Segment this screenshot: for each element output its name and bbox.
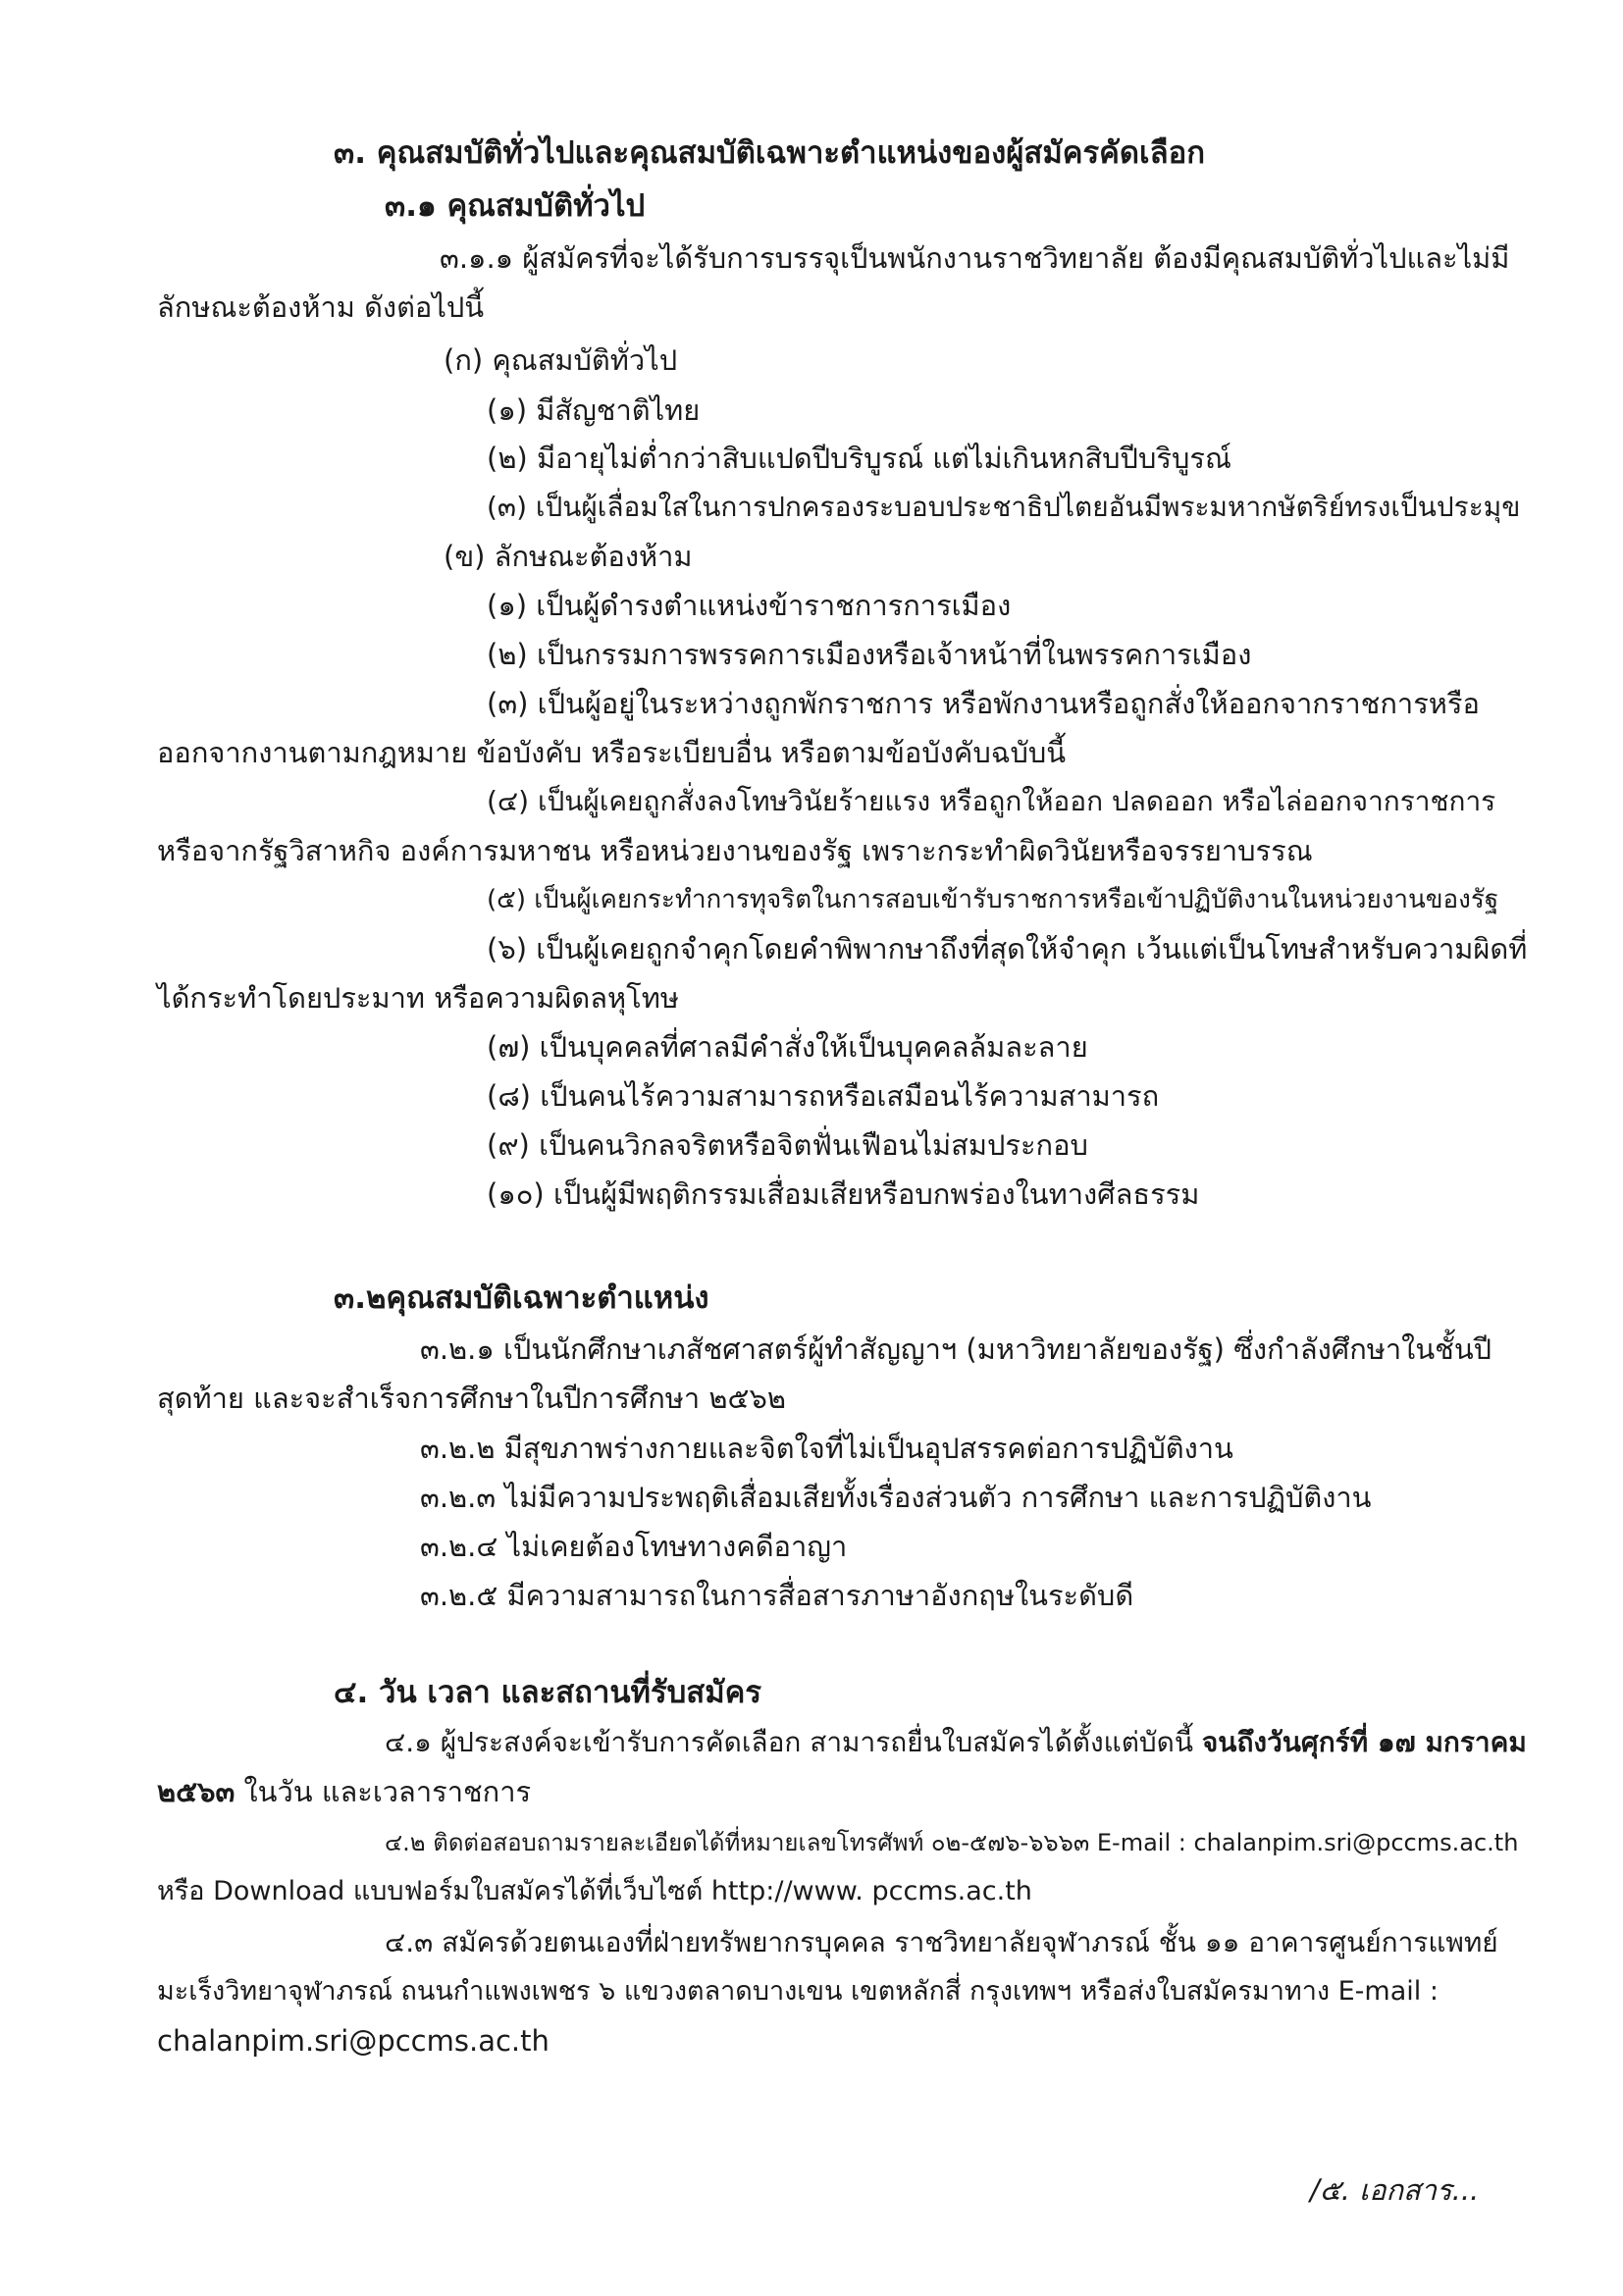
section-4-1-line1 — [385, 1723, 1527, 1762]
prohibited-item-6-line2: ได้กระทำโดยประมาท หรือความผิดลหุโทษ — [157, 981, 679, 1015]
prohibited-item-2: (๒) เป็นกรรมการพรรคการเมืองหรือเจ้าหน้าที่ในพรรคการเมือง — [487, 638, 1252, 671]
section-4-heading: ๔. วัน เวลา และสถานที่รับสมัคร — [334, 1675, 762, 1710]
prohibited-item-8: (๘) เป็นคนไร้ความสามารถหรือเสมือนไร้ความสามารถ — [487, 1079, 1160, 1113]
section-4-1-deadline: จนถึงวันศุกร์ที่ ๑๗ มกราคม — [1201, 1726, 1527, 1758]
section-3-2-1-line2: สุดท้าย และจะสำเร็จการศึกษาในปีการศึกษา ๒๕๖๒ — [157, 1382, 786, 1415]
section-4-1-office-hours: ในวัน และเวลาราชการ — [235, 1775, 532, 1808]
prohibited-item-5: (๕) เป็นผู้เคยกระทำการทุจริตในการสอบเข้ารับราชการหรือเข้าปฏิบัติงานในหน่วยงานของรัฐ — [487, 885, 1499, 914]
prohibited-item-6-line1: (๖) เป็นผู้เคยถูกจำคุกโดยคำพิพากษาถึงที่สุดให้จำคุก เว้นแต่เป็นโทษสำหรับความผิดที่ — [487, 932, 1528, 965]
section-3-1-heading: ๓.๑ คุณสมบัติทั่วไป — [385, 188, 646, 224]
prohibited-item-1: (๑) เป็นผู้ดำรงตำแหน่งข้าราชการการเมือง — [487, 589, 1012, 622]
section-3-2-5: ๓.๒.๕ มีความสามารถในการสื่อสารภาษาอังกฤษในระดับดี — [420, 1579, 1134, 1612]
prohibited-item-3-line2: ออกจากงานตามกฎหมาย ข้อบังคับ หรือระเบียบอื่น หรือตามข้อบังคับฉบับนี้ — [157, 736, 1067, 769]
prohibited-item-4-line1: (๔) เป็นผู้เคยถูกสั่งลงโทษวินัยร้ายแรง หรือถูกให้ออก ปลดออก หรือไล่ออกจากราชการ — [487, 785, 1496, 817]
section-4-1-text: ๔.๑ ผู้ประสงค์จะเข้ารับการคัดเลือก สามารถยื่นใบสมัครได้ตั้งแต่บัดนี้ — [385, 1726, 1202, 1758]
general-item-2: (๒) มีอายุไม่ต่ำกว่าสิบแปดปีบริบูรณ์ แต่ไม่เกินหกสิบปีบริบูรณ์ — [487, 442, 1231, 475]
prohibited-item-7: (๗) เป็นบุคคลที่ศาลมีคำสั่งให้เป็นบุคคลล้มละลาย — [487, 1030, 1088, 1064]
section-3-heading: ๓. คุณสมบัติทั่วไปและคุณสมบัติเฉพาะตำแหน่งของผู้สมัครคัดเลือก — [334, 135, 1206, 171]
general-item-1: (๑) มีสัญชาติไทย — [487, 393, 701, 427]
section-3-2-2: ๓.๒.๒ มีสุขภาพร่างกายและจิตใจที่ไม่เป็นอุปสรรคต่อการปฏิบัติงาน — [420, 1432, 1233, 1465]
general-item-3: (๓) เป็นผู้เลื่อมใสในการปกครองระบอบประชาธิปไตยอันมีพระมหากษัตริย์ทรงเป็นประมุข — [487, 491, 1521, 523]
section-4-2-line1: ๔.๒ ติดต่อสอบถามรายละเอียดได้ที่หมายเลขโทรศัพท์ ๐๒-๕๗๖-๖๖๖๓ E-mail : chalanpim.sri@pccms.ac.th — [385, 1829, 1519, 1856]
section-3-1-1-line1: ๓.๑.๑ ผู้สมัครที่จะได้รับการบรรจุเป็นพนักงานราชวิทยาลัย ต้องมีคุณสมบัติทั่วไปและไม่มี — [440, 241, 1510, 275]
section-3-2-1-line1: ๓.๒.๑ เป็นนักศึกษาเภสัชศาสตร์ผู้ทำสัญญาฯ (มหาวิทยาลัยของรัฐ) ซึ่งกำลังศึกษาในชั้นปี — [420, 1332, 1492, 1366]
general-qualifications-heading: (ก) คุณสมบัติทั่วไป — [444, 343, 678, 377]
prohibited-item-9: (๙) เป็นคนวิกลจริตหรือจิตฟั่นเฟือนไม่สมประกอบ — [487, 1128, 1088, 1162]
section-4-3-line2: มะเร็งวิทยาจุฬาภรณ์ ถนนกำแพงเพชร ๖ แขวงตลาดบางเขน เขตหลักสี่ กรุงเทพฯ หรือส่งใบสมัครมาทาง E-mail : — [157, 1976, 1439, 2007]
section-4-2-line2: หรือ Download แบบฟอร์มใบสมัครได้ที่เว็บไซต์ http://www. pccms.ac.th — [157, 1876, 1032, 1906]
section-3-2-4: ๓.๒.๔ ไม่เคยต้องโทษทางคดีอาญา — [420, 1530, 848, 1563]
section-4-3-line1: ๔.๓ สมัครด้วยตนเองที่ฝ่ายทรัพยากรบุคคล ราชวิทยาลัยจุฬาภรณ์ ชั้น ๑๑ อาคารศูนย์การแพทย์ — [385, 1926, 1498, 1958]
continuation-note: /๕. เอกสาร... — [1310, 2173, 1480, 2207]
prohibited-item-3-line1: (๓) เป็นผู้อยู่ในระหว่างถูกพักราชการ หรือพักงานหรือถูกสั่งให้ออกจากราชการหรือ — [487, 687, 1480, 720]
section-3-2-heading: ๓.๒คุณสมบัติเฉพาะตำแหน่ง — [334, 1280, 709, 1316]
prohibited-heading: (ข) ลักษณะต้องห้าม — [444, 540, 693, 573]
section-4-1-line2 — [157, 1772, 531, 1811]
section-3-2-3: ๓.๒.๓ ไม่มีความประพฤติเสื่อมเสียทั้งเรื่องส่วนตัว การศึกษา และการปฏิบัติงาน — [420, 1481, 1372, 1514]
prohibited-item-10: (๑๐) เป็นผู้มีพฤติกรรมเสื่อมเสียหรือบกพร่องในทางศีลธรรม — [487, 1177, 1200, 1211]
section-4-1-year: ๒๕๖๓ — [157, 1775, 236, 1808]
prohibited-item-4-line2: หรือจากรัฐวิสาหกิจ องค์การมหาชน หรือหน่วยงานของรัฐ เพราะกระทำผิดวินัยหรือจรรยาบรรณ — [157, 834, 1313, 867]
section-4-3-line3: chalanpim.sri@pccms.ac.th — [157, 2024, 550, 2058]
section-3-1-1-line2: ลักษณะต้องห้าม ดังต่อไปนี้ — [157, 290, 485, 324]
